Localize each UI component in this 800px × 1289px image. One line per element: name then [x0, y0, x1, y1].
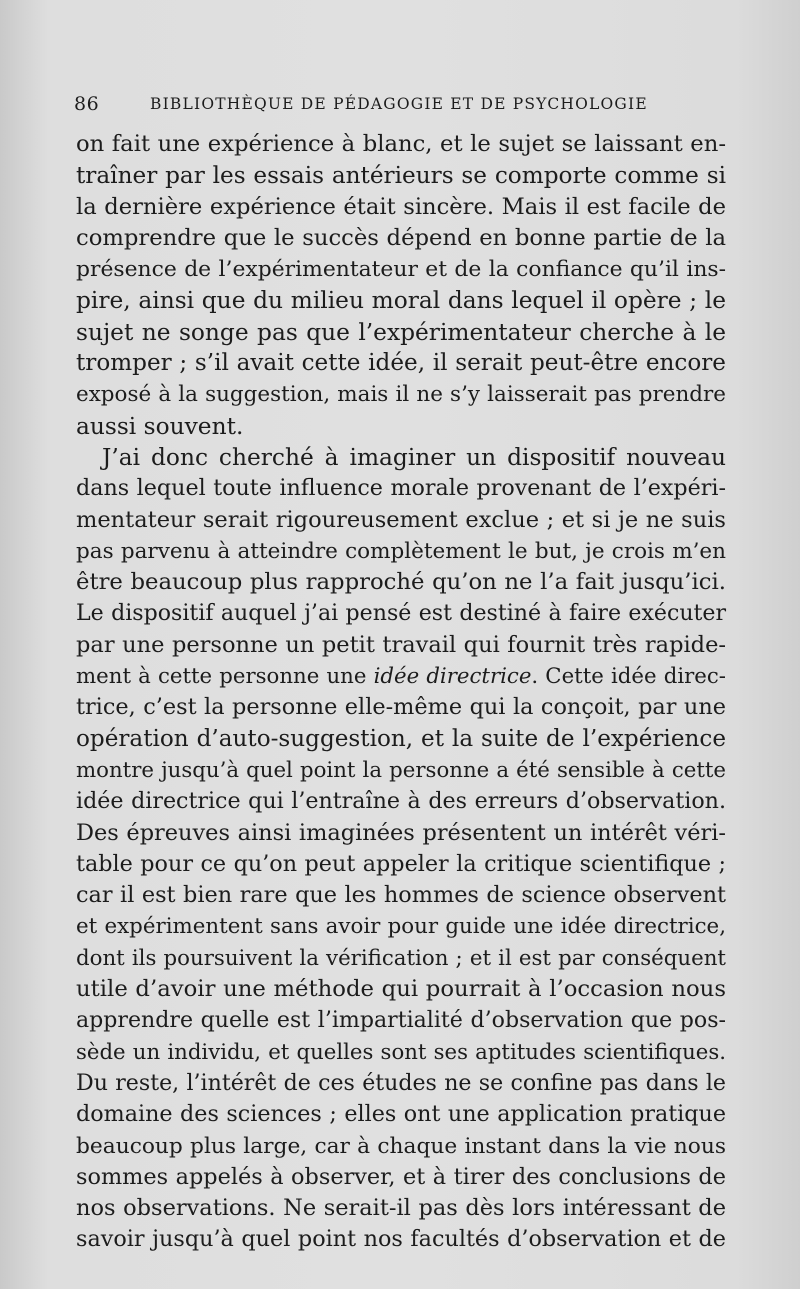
text-line: exposé à la suggestion, mais il ne s’y laisserait pas prendre	[76, 382, 726, 408]
text-line: savoir jusqu’à quel point nos facultés d’observation et de	[76, 1226, 726, 1253]
text-line: mentateur serait rigoureusement exclue ; et si je ne suis	[76, 506, 726, 533]
text-line: et expérimentent sans avoir pour guide une idée directrice,	[76, 914, 726, 940]
text-line: opération d’auto-suggestion, et la suite de l’expérience	[76, 725, 726, 752]
text-line: dans lequel toute influence morale provenant de l’expéri-	[76, 475, 726, 502]
text-line: sède un individu, et quelles sont ses aptitudes scientifiques.	[76, 1039, 726, 1065]
text-line: pas parvenu à atteindre complètement le but, je crois m’en	[76, 538, 726, 564]
text-line: nos observations. Ne serait-il pas dès lors intéressant de	[76, 1195, 726, 1222]
text-line: présence de l’expérimentateur et de la confiance qu’il ins-	[76, 257, 726, 283]
text-line: idée directrice qui l’entraîne à des erreurs d’observation.	[76, 788, 726, 815]
text-line: tromper ; s’il avait cette idée, il serait peut-être encore	[76, 350, 726, 377]
text-line: être beaucoup plus rapproché qu’on ne l’a fait jusqu’ici.	[76, 569, 726, 596]
text-line: Du reste, l’intérêt de ces études ne se confine pas dans le	[76, 1070, 726, 1096]
text-line: la dernière expérience était sincère. Mais il est facile de	[76, 193, 726, 220]
text-line-with-italic	[76, 661, 726, 692]
italic-term: idée directrice	[373, 664, 532, 690]
text-line: aussi souvent.	[76, 412, 244, 440]
text-line: beaucoup plus large, car à chaque instant dans la vie nous	[76, 1133, 726, 1159]
text-line: trice, c’est la personne elle-même qui la conçoit, par une	[76, 694, 726, 721]
text-line: Le dispositif auquel j’ai pensé est destiné à faire exécuter	[76, 601, 726, 627]
paragraph	[76, 129, 726, 442]
running-title: BIBLIOTHÈQUE DE PÉDAGOGIE ET DE PSYCHOLOGIE	[150, 95, 648, 113]
text-line: apprendre quelle est l’impartialité d’observation que pos-	[76, 1007, 726, 1034]
text-segment: . Cette idée direc-	[531, 664, 726, 690]
text-line: on fait une expérience à blanc, et le sujet se laissant en-	[76, 131, 726, 157]
paragraph	[76, 442, 726, 1256]
text-line: sommes appelés à observer, et à tirer des conclusions de	[76, 1163, 726, 1190]
text-line: domaine des sciences ; elles ont une application pratique	[76, 1101, 726, 1128]
text-line: car il est bien rare que les hommes de science observent	[76, 882, 726, 909]
text-line: comprendre que le succès dépend en bonne partie de la	[76, 224, 726, 251]
text-line: par une personne un petit travail qui fournit très rapide-	[76, 631, 726, 658]
text-line: utile d’avoir une méthode qui pourrait à l’occasion nous	[76, 976, 726, 1003]
text-line: dont ils poursuivent la vérification ; et il est par conséquent	[76, 945, 726, 971]
text-line: Des épreuves ainsi imaginées présentent un intérêt véri-	[76, 819, 726, 846]
text-segment: ment à cette personne une	[76, 664, 374, 690]
text-line: pire, ainsi que du milieu moral dans lequel il opère ; le	[76, 287, 726, 315]
text-line: traîner par les essais antérieurs se comporte comme si	[76, 162, 726, 190]
text-line: montre jusqu’à quel point la personne a été sensible à cette	[76, 757, 726, 783]
page-number: 86	[74, 93, 100, 115]
text-line: sujet ne songe pas que l’expérimentateur cherche à le	[76, 318, 726, 346]
text-line: J’ai donc cherché à imaginer un dispositif nouveau	[102, 443, 726, 471]
text-line: table pour ce qu’on peut appeler la critique scientifique ;	[76, 850, 726, 877]
body-text	[76, 129, 726, 1256]
running-head	[74, 93, 724, 115]
